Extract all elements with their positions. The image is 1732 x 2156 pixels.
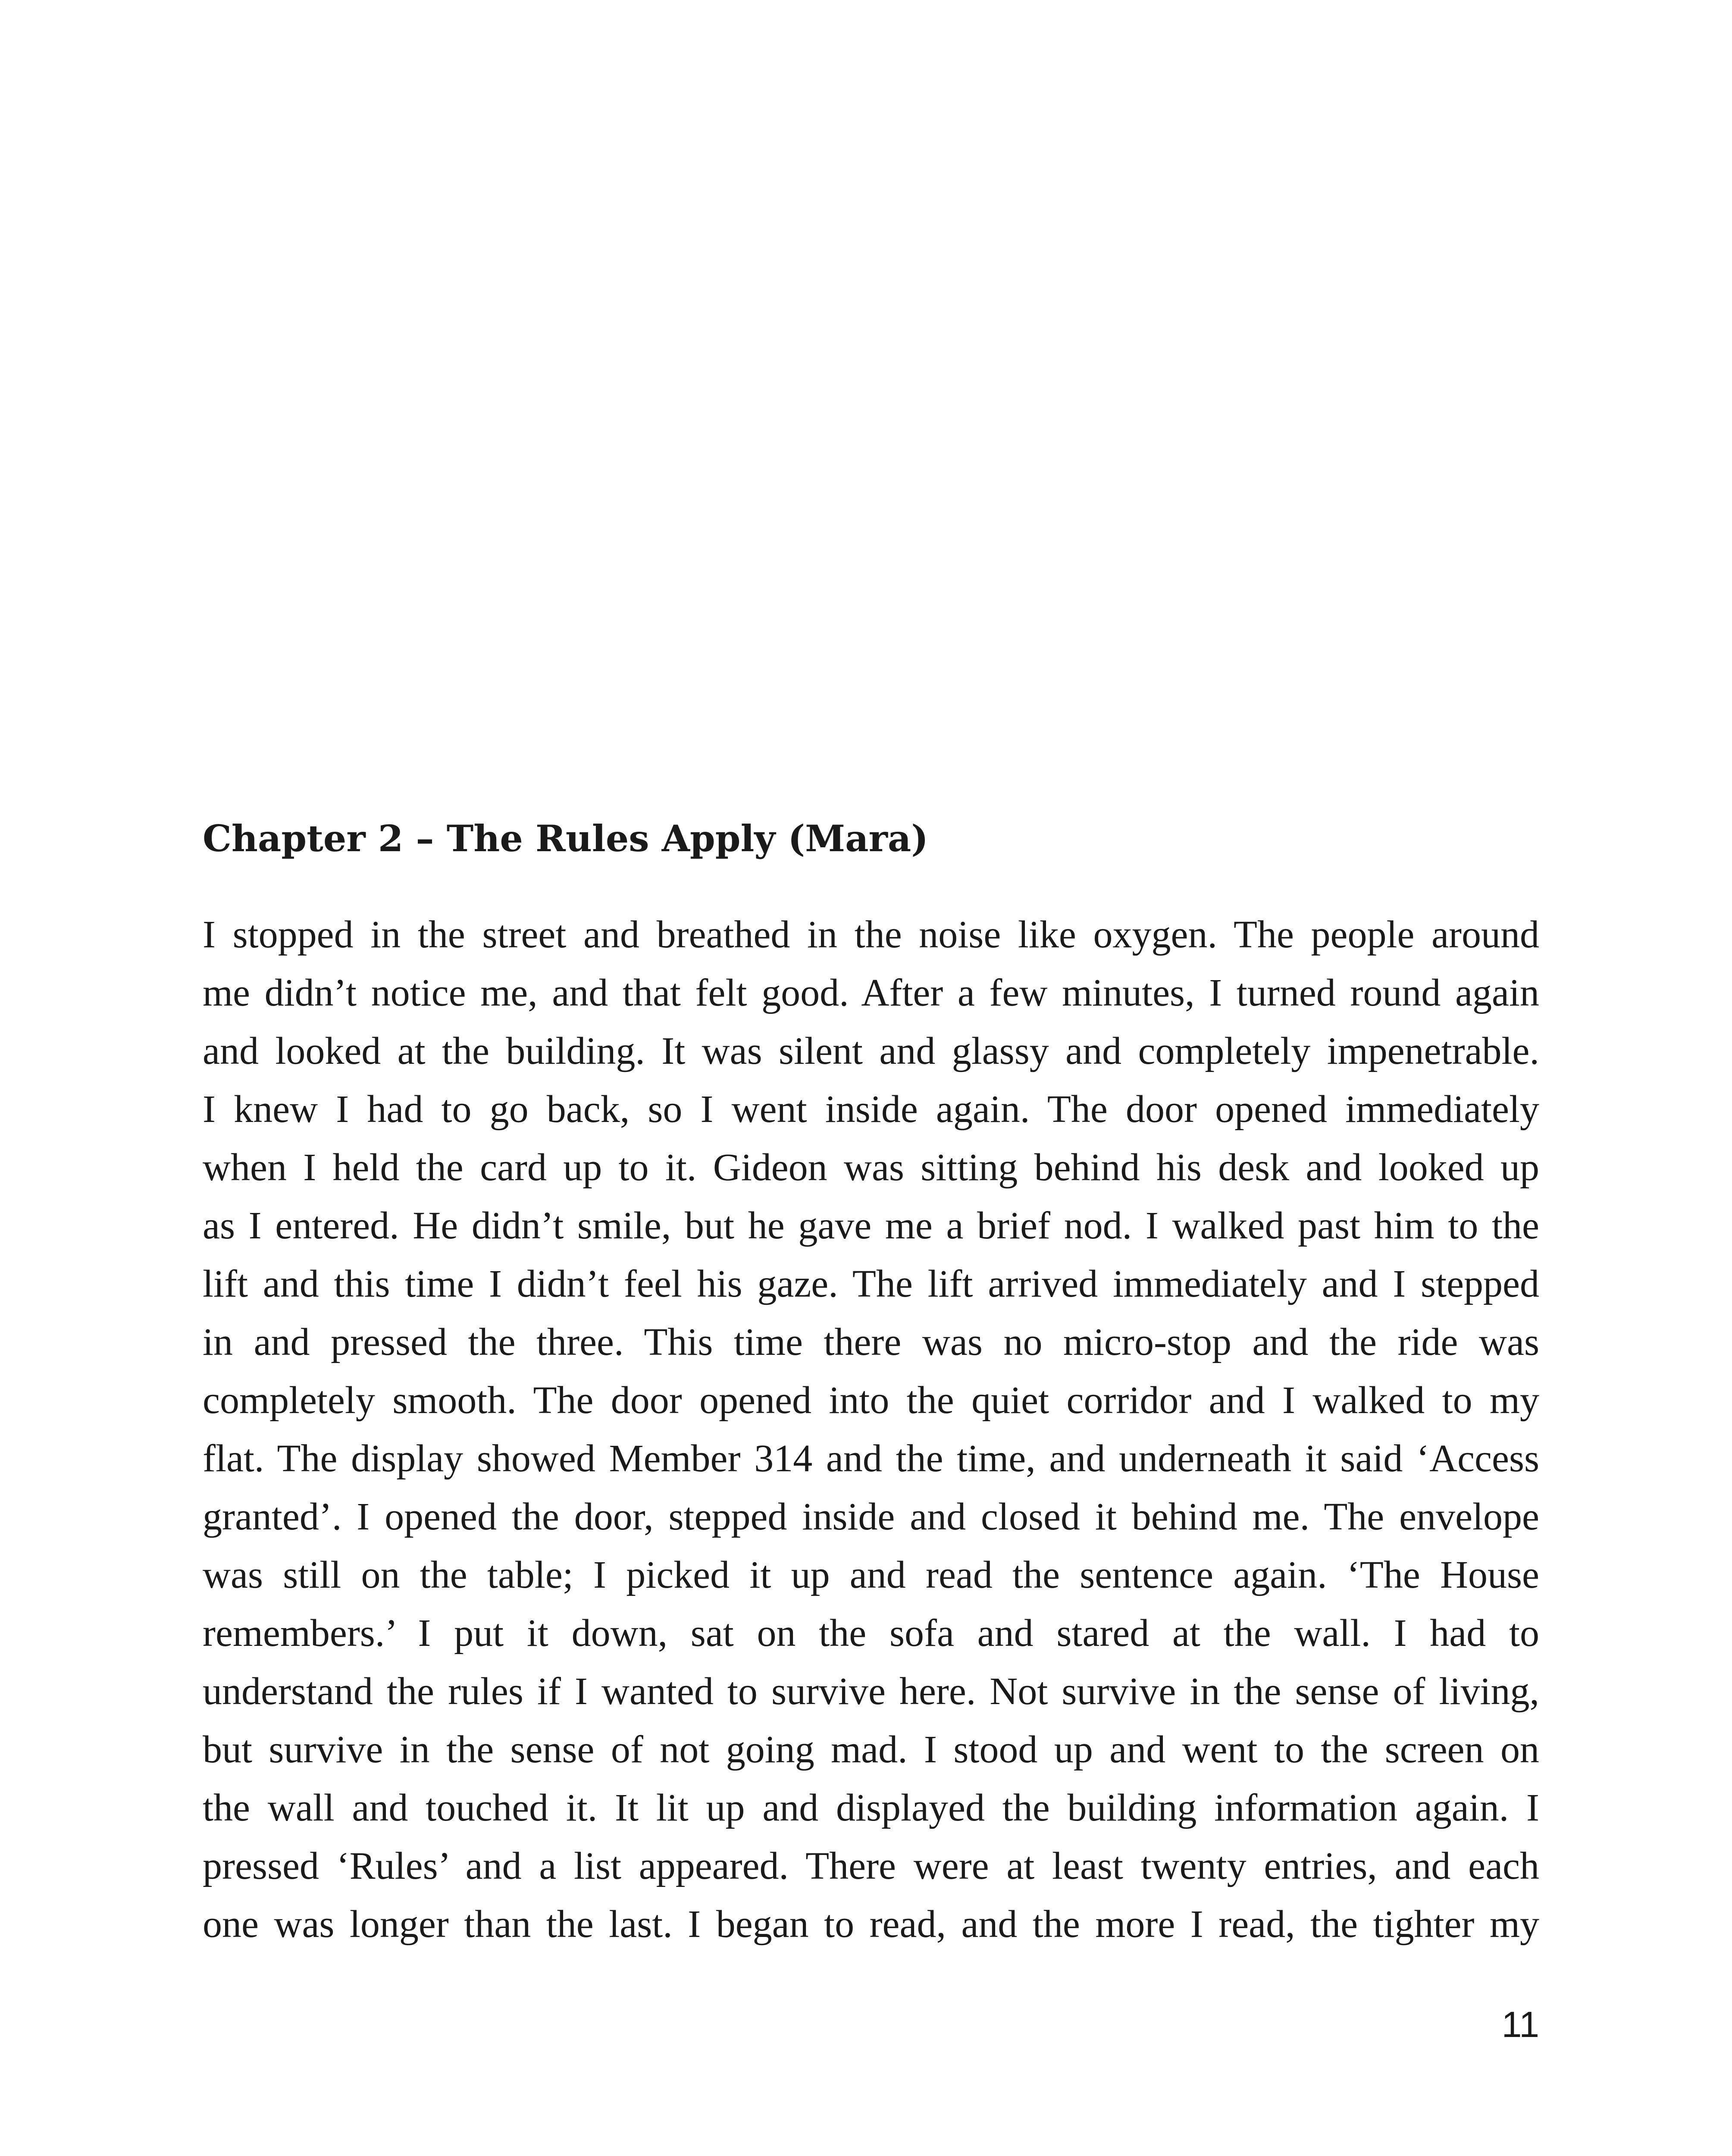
text-line: one was longer than the last. I began to read, and the more I read, the tighter my — [203, 1903, 1539, 1946]
text-line: understand the rules if I wanted to survive here. Not survive in the sense of living, — [203, 1670, 1539, 1713]
text-line: as I entered. He didn’t smile, but he gave me a brief nod. I walked past him to the — [203, 1204, 1539, 1247]
page-number: 11 — [1501, 2004, 1539, 2045]
text-line: remembers.’ I put it down, sat on the sofa and stared at the wall. I had to — [203, 1612, 1539, 1655]
text-line: was still on the table; I picked it up and read the sentence again. ‘The House — [203, 1554, 1539, 1596]
text-line: and looked at the building. It was silent and glassy and completely impenetrable. — [203, 1030, 1539, 1072]
body-text — [203, 906, 1539, 1953]
text-line: granted’. I opened the door, stepped inside and closed it behind me. The envelope — [203, 1495, 1539, 1538]
text-line: pressed ‘Rules’ and a list appeared. There were at least twenty entries, and each — [203, 1845, 1539, 1887]
text-line: the wall and touched it. It lit up and displayed the building information again. I — [203, 1786, 1539, 1829]
text-line: but survive in the sense of not going mad. I stood up and went to the screen on — [203, 1728, 1539, 1771]
text-line: flat. The display showed Member 314 and the time, and underneath it said ‘Access — [203, 1437, 1539, 1480]
text-line: completely smooth. The door opened into the quiet corridor and I walked to my — [203, 1379, 1539, 1422]
text-line: lift and this time I didn’t feel his gaze. The lift arrived immediately and I stepped — [203, 1263, 1539, 1305]
text-line: I knew I had to go back, so I went inside again. The door opened immediately — [203, 1088, 1539, 1131]
chapter-title: Chapter 2 – The Rules Apply (Mara) — [203, 817, 928, 860]
text-line: me didn’t notice me, and that felt good. After a few minutes, I turned round again — [203, 971, 1539, 1014]
text-line: in and pressed the three. This time there was no micro-stop and the ride was — [203, 1321, 1539, 1363]
text-line: when I held the card up to it. Gideon was sitting behind his desk and looked up — [203, 1146, 1539, 1189]
text-line: I stopped in the street and breathed in the noise like oxygen. The people around — [203, 913, 1539, 956]
